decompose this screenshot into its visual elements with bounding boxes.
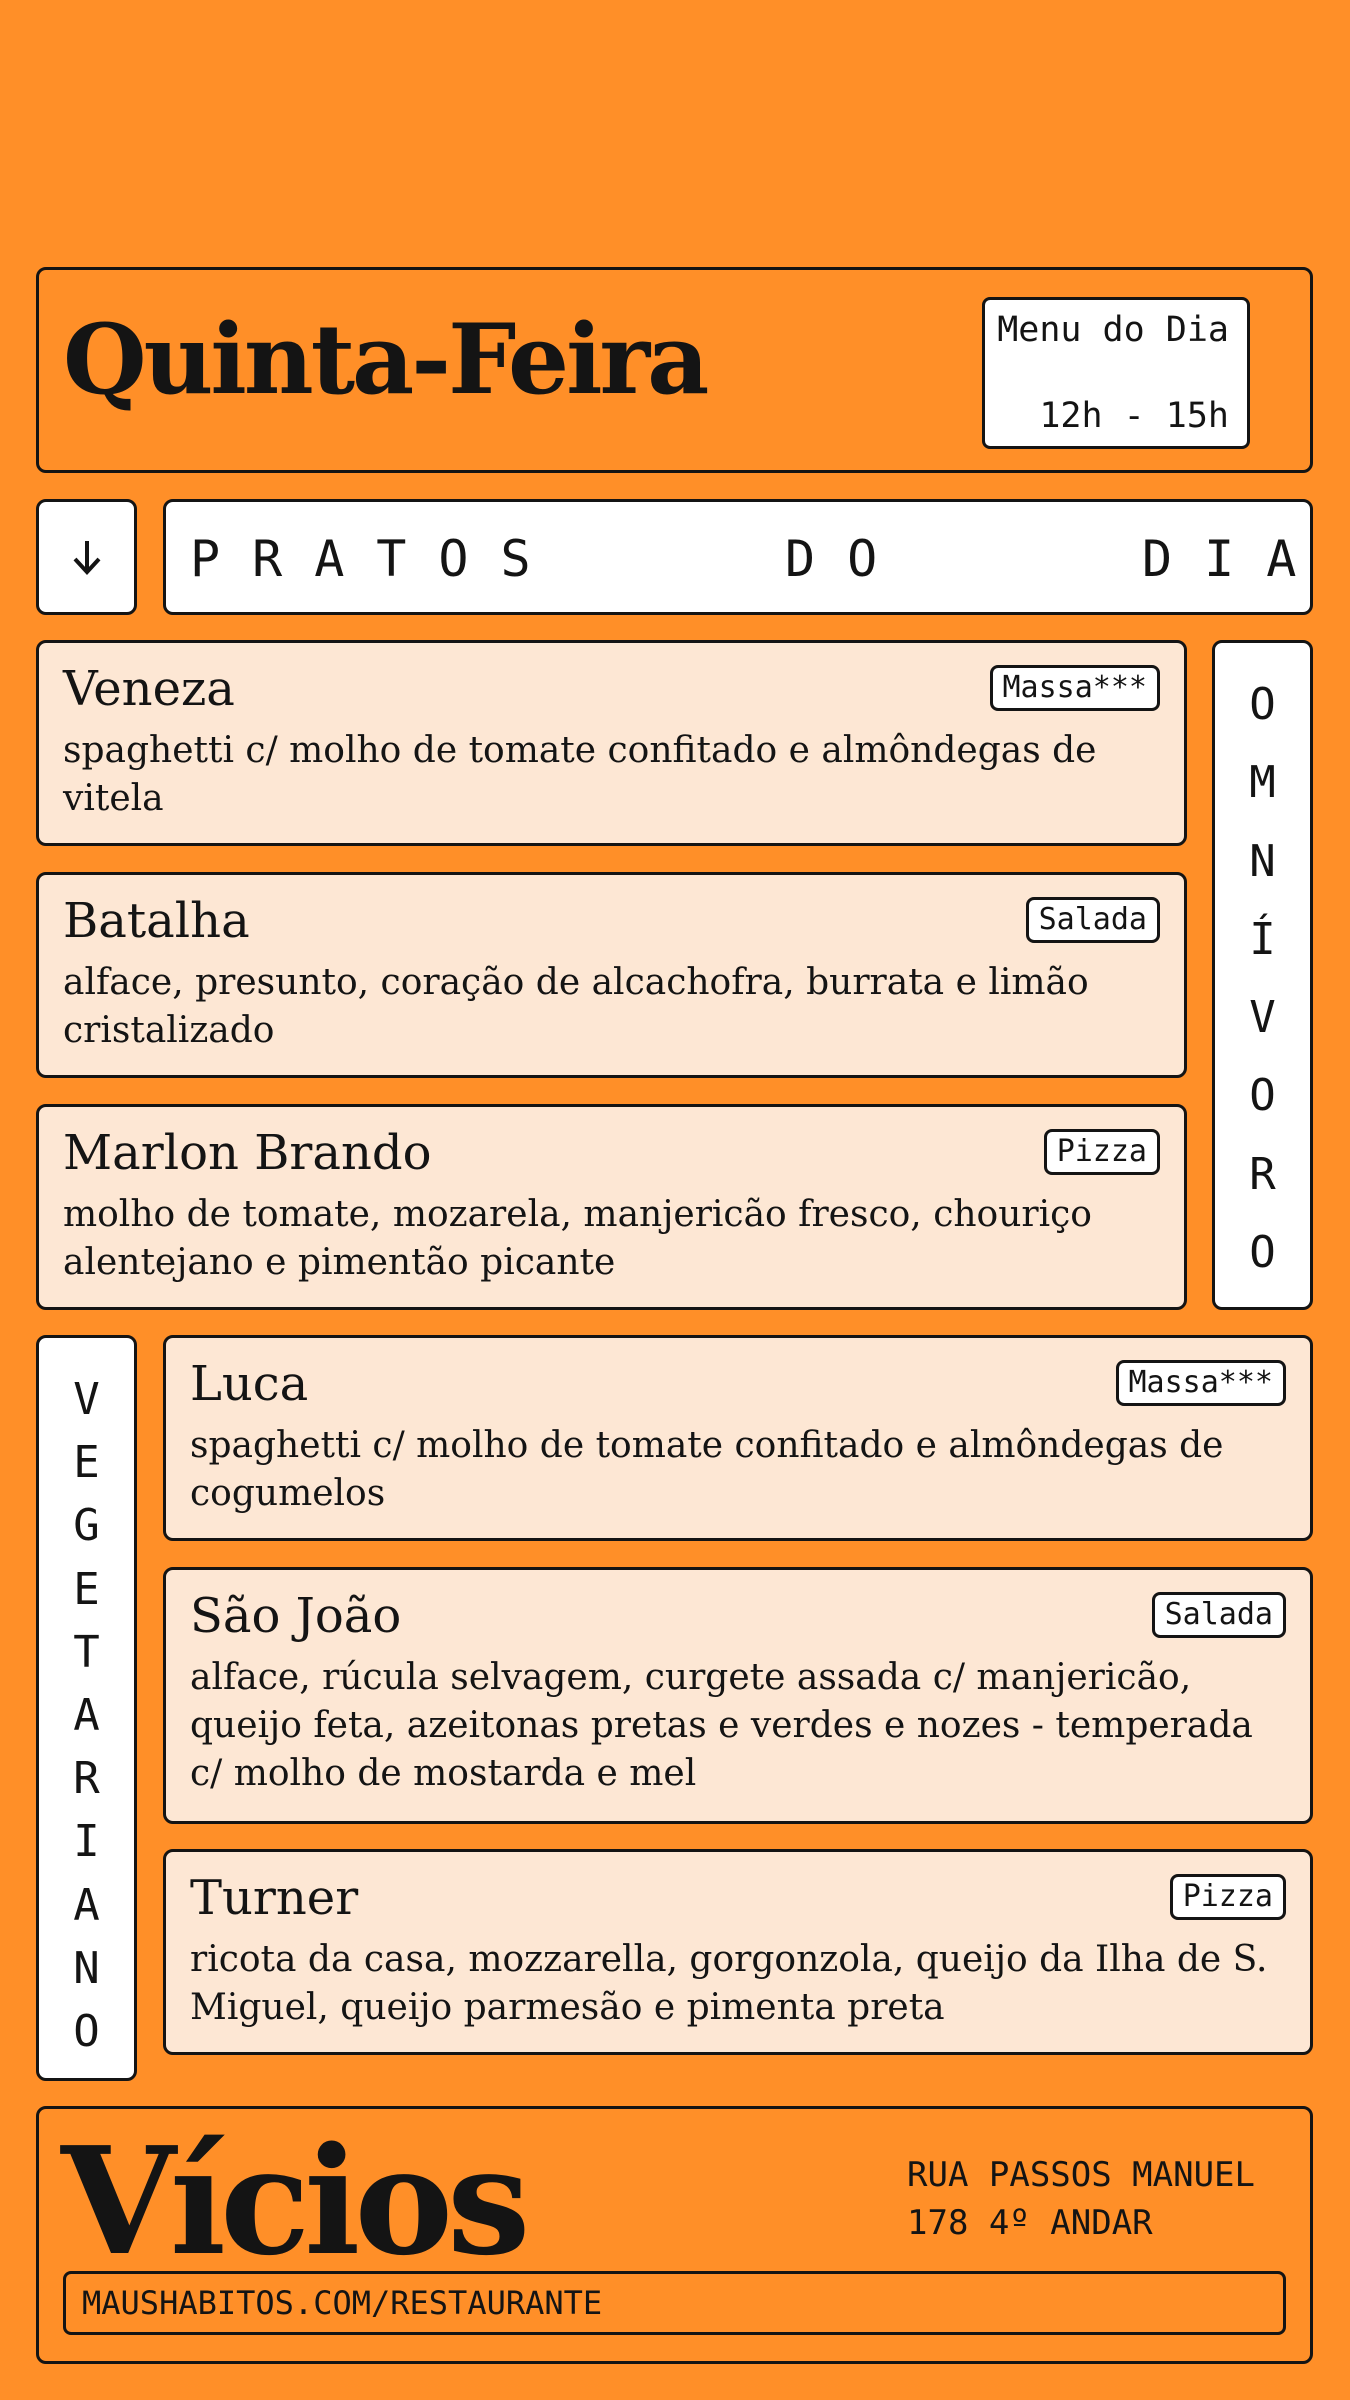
section-word-3: DIA [1142, 530, 1329, 588]
category-letter: E [73, 1437, 100, 1489]
section-word-1: PRATOS [190, 530, 563, 588]
category-letter: O [1249, 679, 1276, 730]
category-letter: I [73, 1816, 100, 1868]
menu-hours-card [982, 297, 1250, 449]
category-letter: G [73, 1500, 100, 1552]
dish-description: molho de tomate, mozarela, manjericão fresco, chouriço alentejano e pimentão picante [63, 1194, 1092, 1283]
category-letter: A [73, 1879, 100, 1931]
category-label-omnivoro [1212, 640, 1313, 1310]
category-letter: R [73, 1753, 100, 1805]
category-letter: N [73, 1942, 100, 1994]
footer-panel [36, 2106, 1313, 2364]
dish-name: São João [190, 1588, 402, 1644]
category-letter: E [73, 1563, 100, 1615]
dish-category-tag: Massa*** [990, 665, 1161, 711]
dish-category-tag: Salada [1152, 1592, 1286, 1638]
dish-description: alface, presunto, coração de alcachofra, burrata e limão cristalizado [63, 962, 1089, 1051]
dish-card-veneza[interactable] [36, 640, 1187, 846]
dish-name: Batalha [63, 893, 250, 949]
dish-card-batalha[interactable] [36, 872, 1187, 1078]
dish-card-marlon-brando[interactable] [36, 1104, 1187, 1310]
dish-name: Marlon Brando [63, 1125, 432, 1181]
category-letter: Í [1249, 913, 1276, 965]
category-label-vegetariano [36, 1335, 137, 2081]
category-letter: N [1249, 835, 1276, 887]
address [907, 2151, 1255, 2247]
dish-category-tag: Salada [1026, 897, 1160, 943]
restaurant-logo: Vícios [61, 2114, 525, 2288]
dish-description: ricota da casa, mozzarella, gorgonzola, queijo da Ilha de S. Miguel, queijo parmesão e pimenta preta [190, 1939, 1268, 2028]
website-link[interactable]: MAUSHABITOS.COM/RESTAURANTE [63, 2271, 1286, 2335]
category-letter: M [1249, 757, 1276, 809]
dish-description: alface, rúcula selvagem, curgete assada c/ manjericão, queijo feta, azeitonas pretas e verdes e nozes - temperada c/ molho de mostarda e mel [190, 1657, 1253, 1794]
dish-category-tag: Pizza [1170, 1874, 1286, 1920]
dish-name: Turner [190, 1870, 359, 1926]
section-word-2: DO [785, 530, 910, 588]
category-letter: O [73, 2005, 100, 2057]
category-letter: T [73, 1626, 100, 1678]
address-line-2: 178 4º ANDAR [907, 2203, 1153, 2243]
dish-card-luca[interactable] [163, 1335, 1313, 1541]
section-heading [163, 499, 1329, 615]
dish-name: Luca [190, 1356, 309, 1412]
category-letter: V [73, 1374, 100, 1425]
dish-description: spaghetti c/ molho de tomate confitado e almôndegas de cogumelos [190, 1425, 1224, 1514]
category-letter: A [73, 1689, 100, 1741]
category-letter: R [1249, 1148, 1276, 1200]
page-title: Quinta-Feira [63, 303, 707, 416]
category-letter: O [1249, 1226, 1276, 1278]
category-letter: O [1249, 1070, 1276, 1122]
header-panel [36, 267, 1313, 473]
scroll-down-button[interactable] [36, 499, 137, 615]
dish-description: spaghetti c/ molho de tomate confitado e almôndegas de vitela [63, 730, 1097, 819]
menu-hours: 12h - 15h [1039, 396, 1229, 436]
menu-label: Menu do Dia [997, 310, 1229, 350]
category-letter: V [1249, 992, 1276, 1044]
dish-category-tag: Massa*** [1116, 1360, 1287, 1406]
dish-name: Veneza [63, 661, 235, 717]
dish-category-tag: Pizza [1044, 1129, 1160, 1175]
dish-card-sao-joao[interactable] [163, 1567, 1313, 1824]
dish-card-turner[interactable] [163, 1849, 1313, 2055]
address-line-1: RUA PASSOS MANUEL [907, 2155, 1255, 2195]
arrow-down-icon [70, 537, 104, 577]
